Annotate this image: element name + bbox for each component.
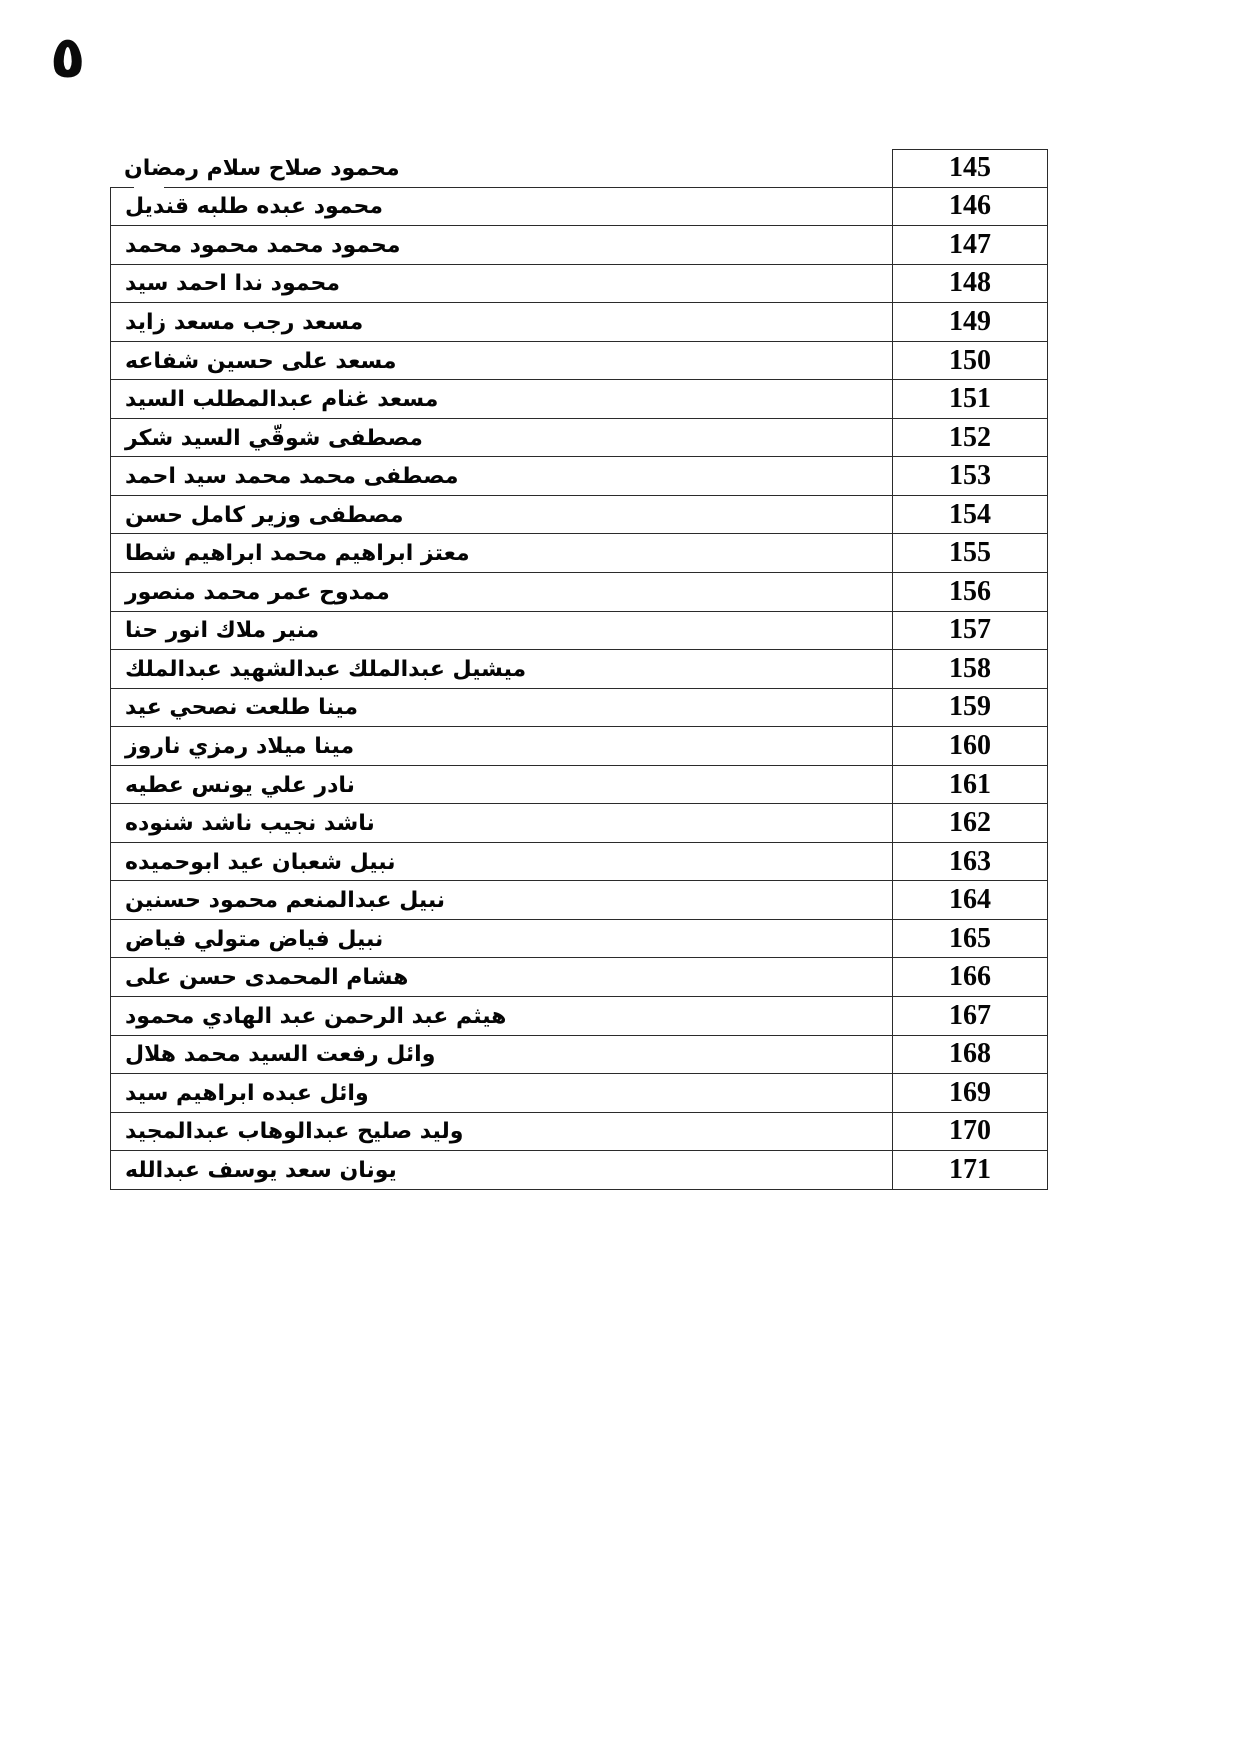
- table-row: [110, 342, 1048, 381]
- person-name: مينا ميلاد رمزي ناروز: [125, 733, 355, 759]
- table-row: [110, 881, 1048, 920]
- person-name: محمود عبده طلبه قنديل: [125, 194, 384, 220]
- row-number: 162: [892, 804, 1048, 842]
- row-number: 150: [892, 342, 1048, 380]
- row-number: 163: [892, 843, 1048, 881]
- row-number: 148: [892, 265, 1048, 303]
- scan-artifact-gap: [134, 185, 164, 190]
- table-row: [110, 573, 1048, 612]
- table-row: [110, 149, 1048, 188]
- person-name: مصطفى محمد محمد سيد احمد: [125, 464, 459, 490]
- row-number: 156: [892, 573, 1048, 611]
- row-number: 170: [892, 1113, 1048, 1151]
- table-row: [110, 689, 1048, 728]
- row-number: 154: [892, 496, 1048, 534]
- table-row: [110, 766, 1048, 805]
- person-name: ممدوح عمر محمد منصور: [125, 579, 390, 605]
- person-name: نبيل فياض متولي فياض: [125, 926, 384, 952]
- row-number: 160: [892, 727, 1048, 765]
- row-number: 145: [892, 149, 1048, 187]
- person-name: وليد صليح عبدالوهاب عبدالمجيد: [125, 1119, 464, 1145]
- table-row: [110, 1036, 1048, 1075]
- page-number: ٥: [50, 23, 86, 91]
- row-number: 153: [892, 457, 1048, 495]
- row-number: 168: [892, 1036, 1048, 1074]
- table-row: [110, 226, 1048, 265]
- row-number: 157: [892, 612, 1048, 650]
- table-row: [110, 843, 1048, 882]
- person-name: مصطفى وزير كامل حسن: [125, 502, 404, 528]
- table-row: [110, 997, 1048, 1036]
- person-name: مينا طلعت نصحي عيد: [125, 695, 358, 721]
- table-row: [110, 1113, 1048, 1152]
- row-number: 151: [892, 380, 1048, 418]
- table-row: [110, 612, 1048, 651]
- row-number: 161: [892, 766, 1048, 804]
- row-number: 169: [892, 1074, 1048, 1112]
- table-row: [110, 380, 1048, 419]
- row-number: 159: [892, 689, 1048, 727]
- table-row: [110, 496, 1048, 535]
- person-name: مسعد على حسين شفاعه: [125, 348, 397, 374]
- person-name: يونان سعد يوسف عبدالله: [125, 1157, 397, 1183]
- person-name: هشام المحمدى حسن على: [125, 965, 409, 991]
- table-row: [110, 265, 1048, 304]
- person-name: محمود محمد محمود محمد: [125, 232, 401, 258]
- row-number: 147: [892, 226, 1048, 264]
- person-name: مسعد غنام عبدالمطلب السيد: [125, 387, 439, 413]
- table-row: [110, 303, 1048, 342]
- row-number: 166: [892, 958, 1048, 996]
- row-number: 167: [892, 997, 1048, 1035]
- person-name: نبيل عبدالمنعم محمود حسنين: [125, 888, 446, 914]
- person-name: محمود ندا احمد سيد: [125, 271, 340, 297]
- table-row: [110, 804, 1048, 843]
- person-name: مسعد رجب مسعد زايد: [125, 309, 364, 335]
- row-number: 146: [892, 188, 1048, 226]
- row-number: 149: [892, 303, 1048, 341]
- table-row: [110, 457, 1048, 496]
- table-row: [110, 419, 1048, 458]
- names-roster-table: [110, 149, 1048, 1190]
- row-number: 152: [892, 419, 1048, 457]
- person-name: محمود صلاح سلام رمضان: [124, 155, 400, 181]
- person-name: معتز ابراهيم محمد ابراهيم شطا: [125, 541, 470, 567]
- person-name: ميشيل عبدالملك عبدالشهيد عبدالملك: [125, 656, 527, 682]
- table-row: [110, 650, 1048, 689]
- row-number: 158: [892, 650, 1048, 688]
- person-name: ناشد نجيب ناشد شنوده: [125, 811, 375, 837]
- person-name: وائل رفعت السيد محمد هلال: [125, 1042, 436, 1068]
- person-name: نبيل شعبان عيد ابوحميده: [125, 849, 396, 875]
- table-row: [110, 1074, 1048, 1113]
- row-number: 164: [892, 881, 1048, 919]
- person-name: مصطفى شوقّي السيد شكر: [125, 425, 423, 451]
- person-name: نادر علي يونس عطيه: [125, 772, 355, 798]
- person-name: وائل عبده ابراهيم سيد: [125, 1080, 369, 1106]
- table-row: [110, 958, 1048, 997]
- row-number: 155: [892, 534, 1048, 572]
- row-number: 165: [892, 920, 1048, 958]
- person-name: هيثم عبد الرحمن عبد الهادي محمود: [125, 1003, 507, 1029]
- table-row: [110, 1151, 1048, 1190]
- table-row: [110, 727, 1048, 766]
- person-name: منير ملاك انور حنا: [125, 618, 320, 644]
- table-row: [110, 188, 1048, 227]
- table-row: [110, 920, 1048, 959]
- row-number: 171: [892, 1151, 1048, 1189]
- table-row: [110, 534, 1048, 573]
